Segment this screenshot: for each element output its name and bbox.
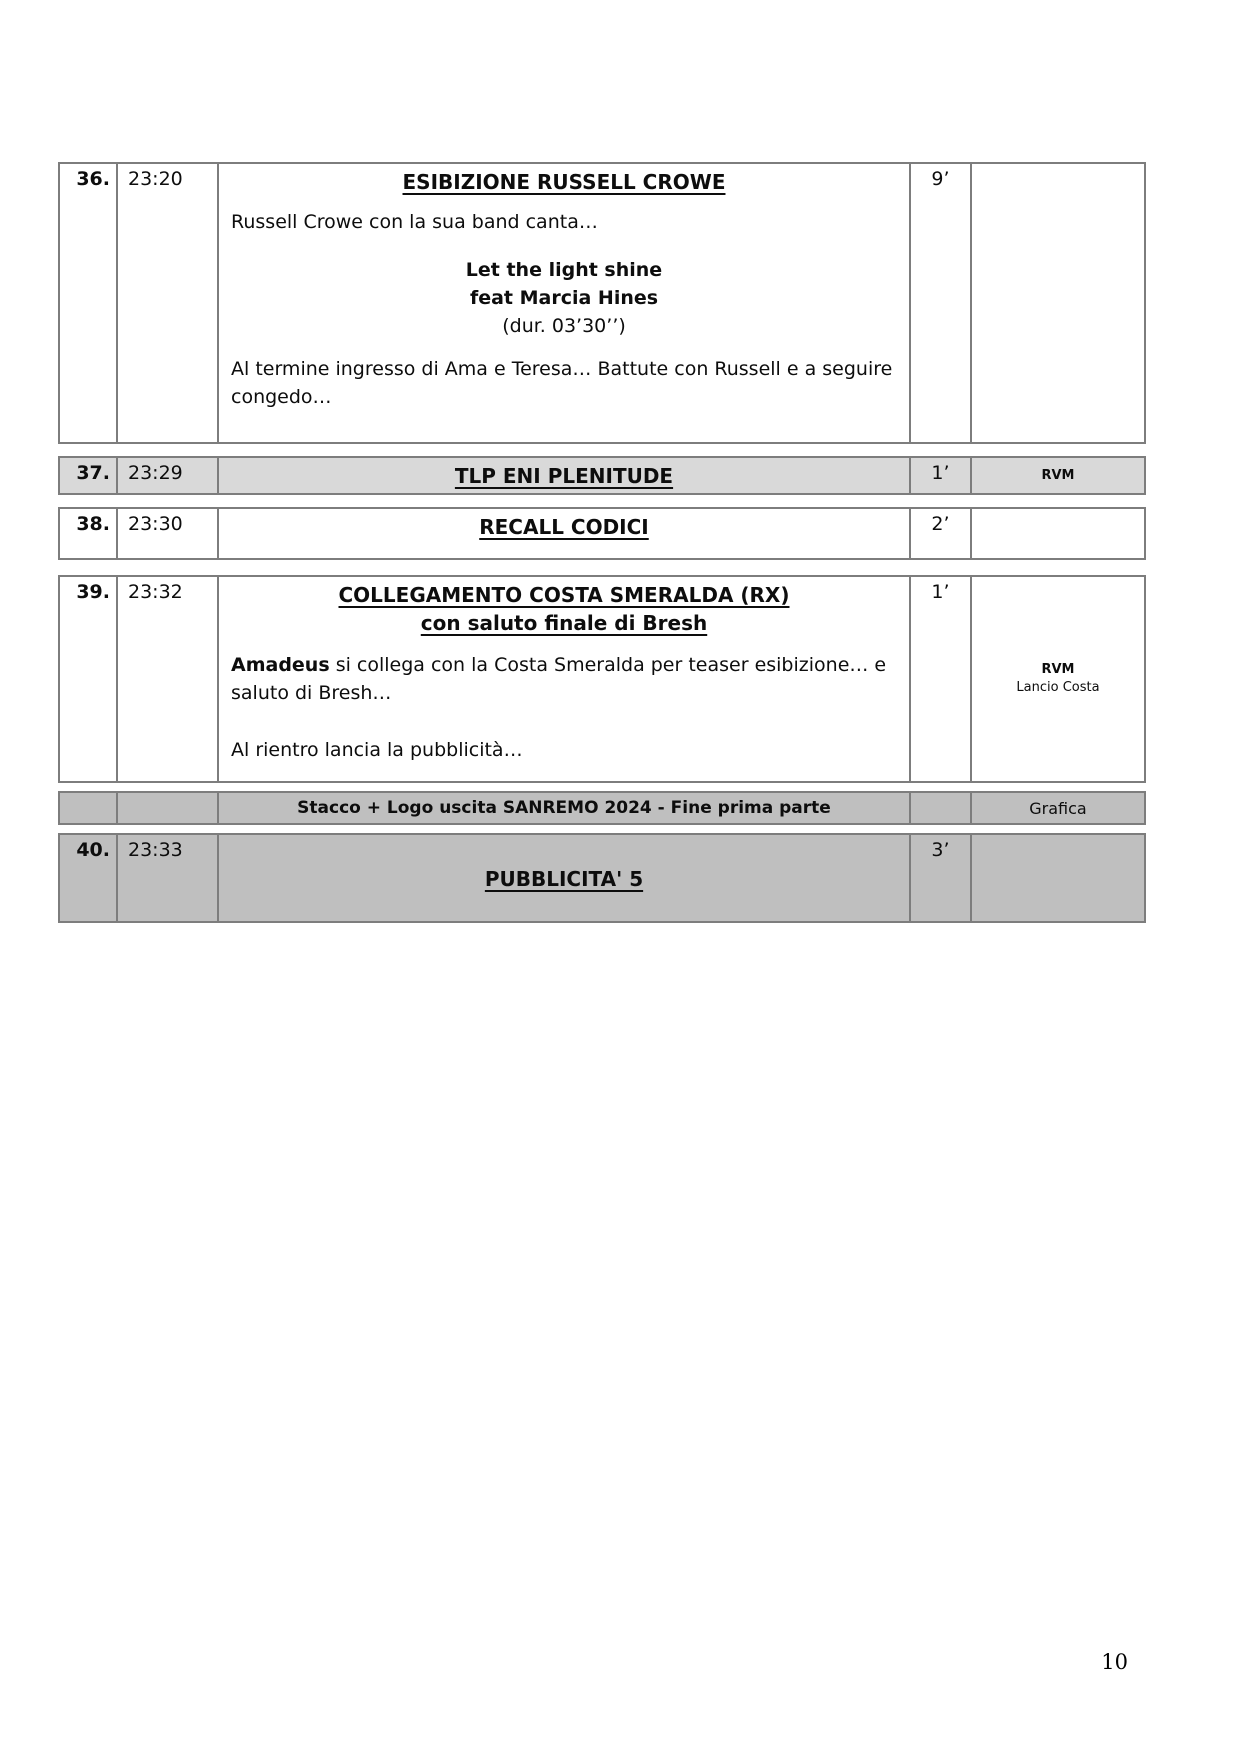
row-number: 39.	[76, 581, 110, 603]
note-grafica-label: Grafica	[1029, 798, 1087, 818]
row-content	[217, 164, 909, 442]
segment-title: ESIBIZIONE RUSSELL CROWE	[402, 170, 726, 194]
rundown-row-40	[58, 833, 1146, 923]
segment-title-line1: COLLEGAMENTO COSTA SMERALDA (RX)	[338, 583, 790, 607]
segment-description: Russell Crowe con la sua band canta…	[231, 211, 598, 233]
rundown-row-39	[58, 575, 1146, 783]
row-duration: 9’	[909, 164, 970, 442]
row-time	[116, 793, 217, 823]
row-number: 36.	[76, 168, 110, 190]
row-note	[970, 509, 1144, 558]
row-note	[970, 835, 1144, 921]
row-note	[970, 458, 1144, 493]
segment-title-line2: con saluto finale di Bresh	[420, 611, 708, 635]
row-note	[970, 577, 1144, 781]
row-time: 23:29	[116, 458, 217, 493]
row-number: 38.	[76, 513, 110, 535]
note-rvm-label: RVM	[1041, 467, 1075, 483]
song-title: Let the light shine	[465, 259, 663, 281]
row-content	[217, 835, 909, 921]
segment-description	[231, 651, 897, 707]
row-time: 23:33	[116, 835, 217, 921]
page-number: 10	[1101, 1650, 1128, 1674]
row-time: 23:32	[116, 577, 217, 781]
row-content	[217, 458, 909, 493]
rundown-row-36	[58, 162, 1146, 444]
rundown-row-37	[58, 456, 1146, 495]
row-note	[970, 793, 1144, 823]
row-duration: 1’	[909, 577, 970, 781]
row-time: 23:30	[116, 509, 217, 558]
row-number: 37.	[76, 462, 110, 484]
row-number	[60, 793, 116, 823]
presenter-name: Amadeus	[231, 654, 330, 676]
segment-outro: Al rientro lancia la pubblicità…	[231, 739, 523, 761]
segment-title: RECALL CODICI	[479, 515, 649, 539]
stacco-label: Stacco + Logo uscita SANREMO 2024 - Fine prima parte	[297, 798, 831, 818]
note-rvm-label: RVM	[1041, 662, 1075, 677]
row-content	[217, 509, 909, 558]
segment-description-rest: si collega con la Costa Smeralda per teaser esibizione… e saluto di Bresh…	[231, 654, 887, 704]
row-note	[970, 164, 1144, 442]
row-duration	[909, 793, 970, 823]
rundown-table	[58, 162, 1146, 923]
song-duration: (dur. 03’30’’)	[502, 315, 626, 337]
row-duration: 1’	[909, 458, 970, 493]
row-duration: 2’	[909, 509, 970, 558]
row-content	[217, 577, 909, 781]
note-rvm-sub-label: Lancio Costa	[1016, 680, 1100, 695]
row-duration: 3’	[909, 835, 970, 921]
song-featuring: feat Marcia Hines	[469, 287, 659, 309]
segment-title: TLP ENI PLENITUDE	[454, 464, 674, 488]
segment-title: PUBBLICITA' 5	[484, 867, 644, 891]
row-time: 23:20	[116, 164, 217, 442]
rundown-row-38	[58, 507, 1146, 560]
row-content	[217, 793, 909, 823]
segment-outro: Al termine ingresso di Ama e Teresa… Battute con Russell e a seguire congedo…	[231, 358, 893, 408]
row-number: 40.	[76, 839, 110, 861]
rundown-row-stacco	[58, 791, 1146, 825]
